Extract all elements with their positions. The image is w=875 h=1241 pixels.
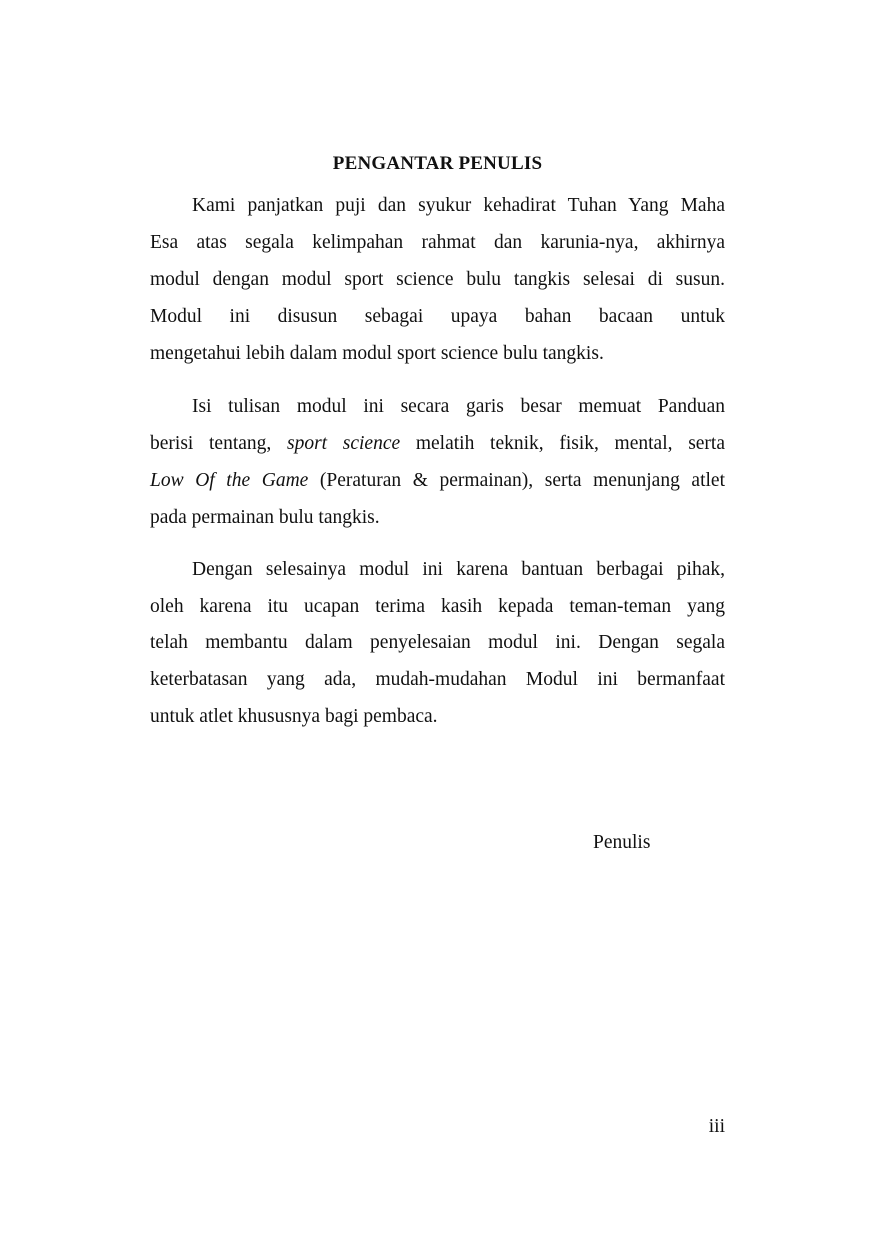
paragraph-line: Dengan selesainya modul ini karena bantuan berbagai pihak, — [192, 559, 725, 580]
italic-term: sport science — [286, 433, 401, 454]
text-run: (Peraturan & permainan), serta menunjang atlet — [308, 470, 725, 491]
paragraph-line: oleh karena itu ucapan terima kasih kepada teman-teman yang — [150, 596, 725, 617]
paragraph-line: telah membantu dalam penyelesaian modul ini. Dengan segala — [150, 632, 725, 653]
page-title: PENGANTAR PENULIS — [332, 153, 543, 174]
text-run: melatih teknik, fisik, mental, serta — [400, 433, 726, 454]
paragraph-line — [150, 468, 725, 494]
text-run: berisi tentang, — [150, 433, 287, 454]
paragraph-line: mengetahui lebih dalam modul sport science bulu tangkis. — [150, 343, 604, 364]
paragraph-line: Kami panjatkan puji dan syukur kehadirat Tuhan Yang Maha — [192, 195, 725, 216]
paragraph-line: untuk atlet khususnya bagi pembaca. — [150, 706, 438, 727]
author-signature: Penulis — [593, 832, 651, 853]
page-number: iii — [708, 1116, 725, 1137]
paragraph-line: Modul ini disusun sebagai upaya bahan bacaan untuk — [150, 306, 725, 327]
paragraph-line: keterbatasan yang ada, mudah-mudahan Modul ini bermanfaat — [150, 669, 725, 690]
italic-term: Low Of the Game — [150, 470, 309, 491]
paragraph-line: Esa atas segala kelimpahan rahmat dan karunia-nya, akhirnya — [150, 232, 725, 253]
paragraph-line: modul dengan modul sport science bulu tangkis selesai di susun. — [150, 269, 725, 290]
paragraph-line: pada permainan bulu tangkis. — [150, 507, 380, 528]
paragraph-line: Isi tulisan modul ini secara garis besar memuat Panduan — [192, 396, 725, 417]
paragraph-line — [150, 431, 725, 457]
